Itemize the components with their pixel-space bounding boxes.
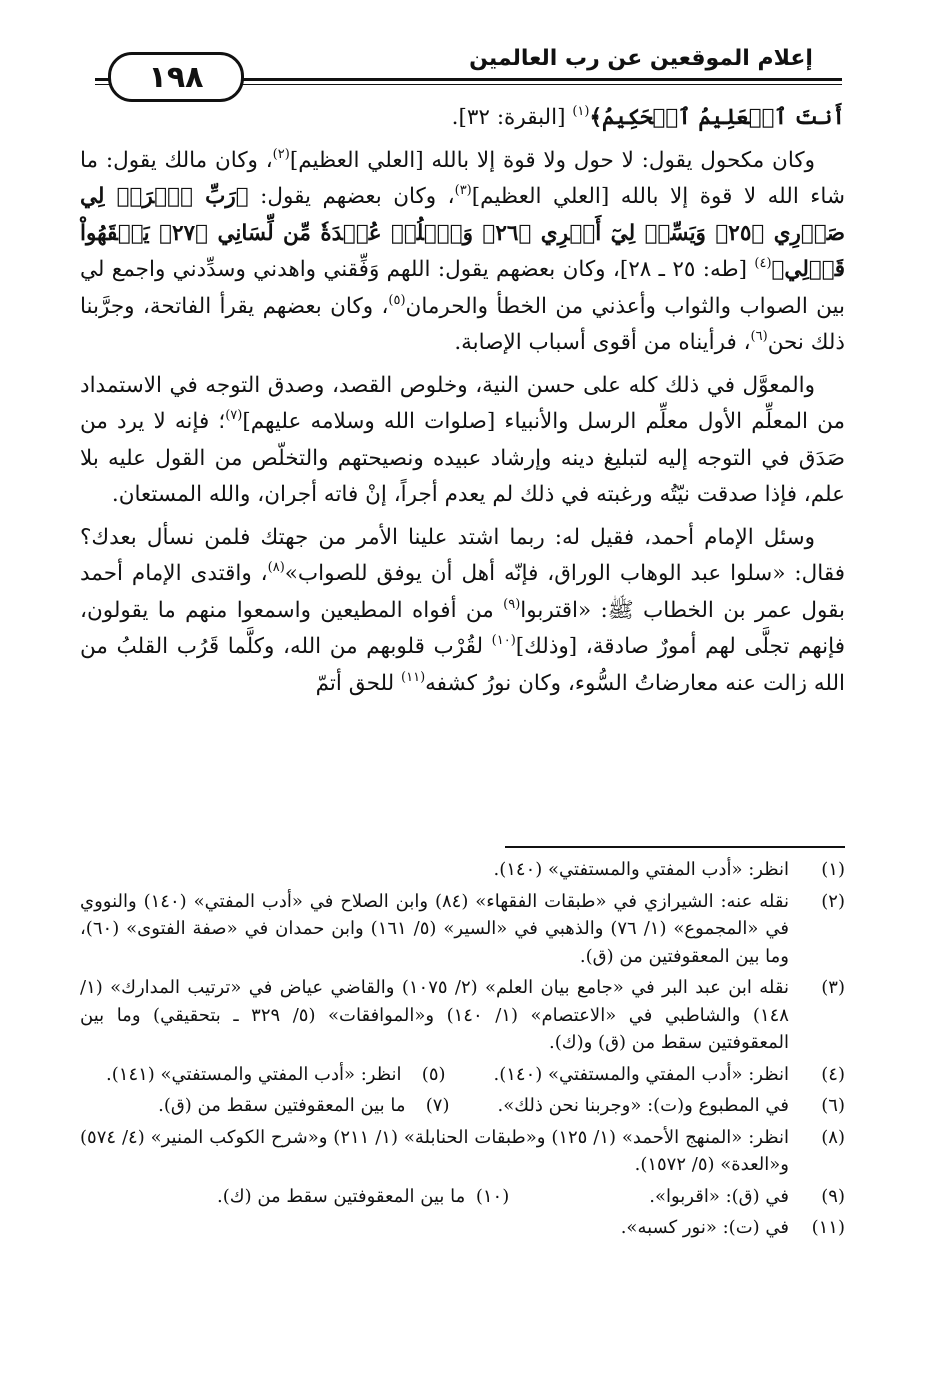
footnote-ref: (٨) [267, 560, 285, 575]
text-run: [البقرة: ٣٢]. [451, 105, 573, 130]
paragraph-1 [80, 143, 845, 362]
footnote-text: نقله ابن عبد البر في «جامع بيان العلم» (٢/ ١٠٧٥) والقاضي عياض في «ترتيب المدارك» (١/ ١٤٨) والشاطبي في «الاعتصام» (١/ ١٤٠) و«الموافقات» (٥/ ٣٢٩ ـ بتحقيقي) وما بين المعقوفتين سقط من (ق) و(ك). [80, 977, 789, 1053]
text-run: ، وكان بعضهم يقول: [248, 184, 455, 209]
footnote-pair-4-5 [80, 1061, 845, 1089]
footnote-number: (٩) [821, 1185, 845, 1207]
paragraph-0 [80, 100, 845, 137]
footnote-7 [158, 1092, 449, 1120]
footnote-pair-9-10 [80, 1183, 845, 1211]
footnote-ref: (٦) [750, 329, 768, 344]
footnote-number: (٨) [821, 1126, 845, 1148]
footnote-number: (٣) [821, 977, 845, 998]
text-run: والمعوَّل في ذلك كله على حسن النية، وخلوص القصد، وصدق التوجه في الاستمداد من المعلِّم الأول معلِّم الرسل والأنبياء [صلوات الله وسلامه عليهم] [80, 372, 845, 434]
page-number-badge [108, 52, 244, 102]
text-run: من أفواه المطيعين واسمعوا منهم ما يقولون، فإنهم تجلَّى لهم أمورٌ صادقة، [وذلك] [80, 597, 845, 659]
running-title: إعلام الموقعين عن رب العالمين [469, 46, 813, 71]
footnote-ref: (٢) [272, 146, 290, 162]
footnote-9 [649, 1183, 845, 1211]
footnote-2 [80, 888, 845, 971]
footnote-number: (٤) [821, 1063, 845, 1085]
text-run: للحق أتمّ [315, 670, 402, 696]
footnotes [80, 856, 845, 1246]
footnote-ref: (٥) [388, 292, 406, 308]
footnote-ref: (٧) [225, 408, 243, 423]
page-number: ١٩٨ [148, 59, 204, 95]
footnote-text: انظر: «أدب المفتي والمستفتي» (١٤١). [106, 1063, 402, 1085]
footnote-3 [80, 974, 845, 1057]
text-run: [طه: ٢٥ ـ ٢٨]، وكان بعضهم يقول: اللهم وَفِّقني واهدني وسدِّدني واجمع لي بين الصواب والثواب وأعذني من الخطأ والحرمان [80, 257, 845, 319]
footnote-number: (٥) [421, 1063, 446, 1085]
footnote-text: ما بين المعقوفتين سقط من (ك). [217, 1185, 466, 1207]
main-text [80, 100, 845, 708]
footnote-number: (١٠) [475, 1185, 510, 1207]
footnote-number: (١١) [811, 1217, 845, 1238]
text-run: ، واقتدى الإمام أحمد بقول عمر بن الخطاب ﷺ: «اقتربوا [80, 561, 845, 623]
footnote-ref: (١) [572, 104, 590, 119]
text-run: وكان مكحول يقول: لا حول ولا قوة إلا بالله [العلي العظيم] [289, 147, 815, 173]
footnote-text: في (ق): «اقربوا». [649, 1185, 789, 1207]
quran-verse: أَنتَ ٱلۡعَلِيمُ ٱلۡحَكِيمُ﴾ [589, 105, 845, 130]
footnote-4 [494, 1061, 845, 1089]
text-run: لقُرْب قلوبهم من الله، وكلَّما قَرُب القلبُ من الله زالت عنه معارضاتُ السُّوء، وكان نورُ كشفه [80, 634, 845, 696]
quran-verse: ﴿رَبِّ ٱشۡرَحۡ لِي صَدۡرِي ﴿٢٥﴾ وَيَسِّرۡ لِيٓ أَمۡرِي ﴿٢٦﴾ وَٱحۡلُلۡ عُقۡدَةٗ مِّن لِّسَانِي ﴿٢٧﴾ يَفۡقَهُواْ قَوۡلِي﴾ [80, 184, 845, 282]
footnote-text: في (ت): «نور كسبه». [620, 1217, 789, 1238]
footnote-text: في المطبوع و(ت): «وجربنا نحن ذلك». [497, 1095, 789, 1116]
footnote-number: (٢) [821, 890, 845, 912]
footnote-number: (٦) [821, 1095, 845, 1116]
footnote-number: (١) [821, 859, 845, 880]
footnote-ref: (١٠) [491, 633, 516, 648]
text-run: ، وكان بعضهم يقرأ الفاتحة، وجرَّبنا ذلك نحن [80, 293, 845, 355]
footnote-8 [80, 1124, 845, 1179]
footnote-ref: (٤) [754, 256, 772, 271]
text-run: ؛ فإنه لا يرد من صَدَق في التوجه إليه لتبليغ دينه وإرشاد عبيده ونصيحتهم والتخلّص من القول عليه بلا علم، فإذا صدقت نيّتُه ورغبته في ذلك لم يعدم أجراً، إنْ فاته أجران، والله المستعان. [80, 409, 845, 507]
text-run: وسئل الإمام أحمد، فقيل له: ربما اشتد علينا الأمر من جهتك فلمن نسأل بعدك؟ فقال: «سلوا عبد الوهاب الوراق، فإنّه أهل أن يوفق للصواب» [80, 524, 845, 586]
footnote-5 [106, 1061, 445, 1089]
footnote-number: (٧) [425, 1095, 450, 1116]
footnote-10 [217, 1183, 509, 1211]
footnote-text: ما بين المعقوفتين سقط من (ق). [158, 1095, 406, 1116]
footnote-ref: (٩) [503, 596, 521, 612]
text-run: ، فرأيناه من أقوى أسباب الإصابة. [454, 330, 751, 355]
footnote-ref: (٣) [454, 183, 472, 198]
footnote-text: انظر: «أدب المفتي والمستفتي» (١٤٠). [493, 859, 789, 880]
footnote-separator [505, 846, 845, 848]
footnote-text: انظر: «أدب المفتي والمستفتي» (١٤٠). [493, 1063, 789, 1085]
footnote-6 [497, 1092, 845, 1120]
footnote-text: نقله عنه: الشيرازي في «طبقات الفقهاء» (٨٤) وابن الصلاح في «أدب المفتي» (١٤٠) والنووي في «المجموع» (١/ ٧٦) والذهبي في «السير» (٥/ ١٦١) وابن حمدان في «صفة الفتوى» (٦٠)، وما بين المعقوفتين من (ق). [80, 890, 789, 967]
footnote-1 [80, 856, 845, 884]
footnote-text: انظر: «المنهج الأحمد» (١/ ١٢٥) و«طبقات الحنابلة» (١/ ٢١١) و«شرح الكوكب المنير» (٤/ ٥٧٤) و«العدة» (٥/ ١٥٧٢). [80, 1126, 789, 1175]
paragraph-2 [80, 368, 845, 514]
paragraph-3 [80, 520, 845, 703]
text-run: ، وكان مالك يقول: ما شاء الله لا قوة إلا بالله [العلي العظيم] [80, 147, 845, 209]
footnote-11 [80, 1214, 845, 1242]
footnote-pair-6-7 [80, 1092, 845, 1120]
footnote-ref: (١١) [401, 669, 426, 685]
